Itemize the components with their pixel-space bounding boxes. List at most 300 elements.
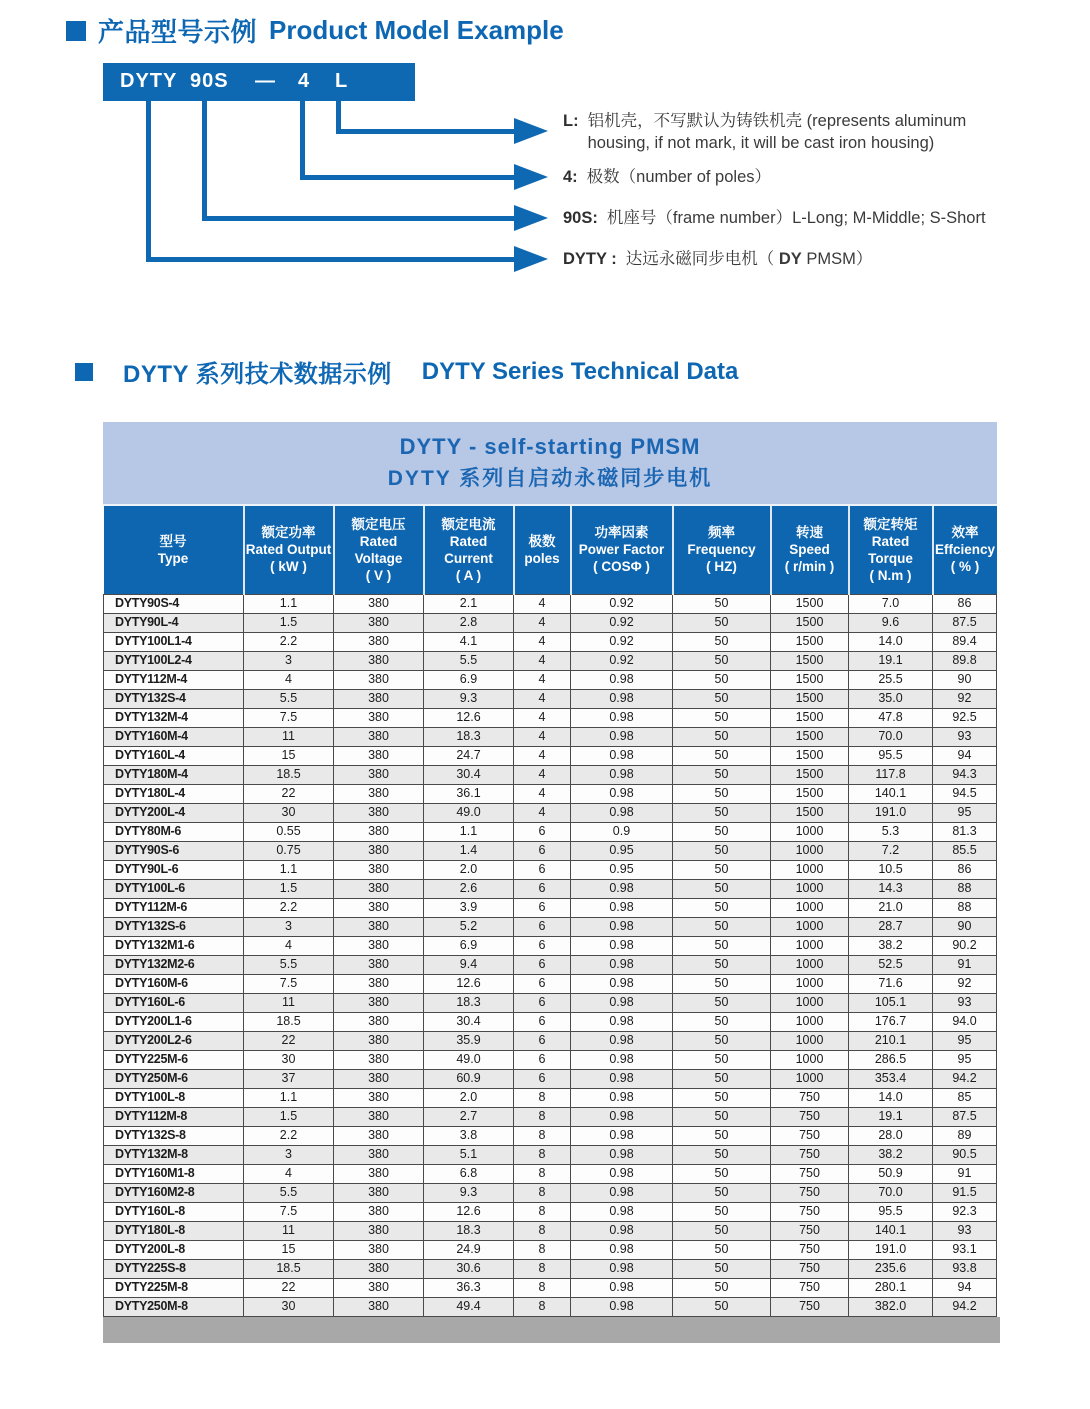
table-cell: 24.9 — [424, 1240, 514, 1259]
table-cell: 93 — [933, 1221, 997, 1240]
model-token-dash: — — [255, 70, 276, 92]
table-cell: DYTY80M-6 — [104, 822, 244, 841]
table-cell: 750 — [771, 1259, 849, 1278]
table-cell: 380 — [334, 1240, 424, 1259]
table-cell: 1.5 — [244, 1107, 334, 1126]
table-cell: 0.92 — [571, 651, 673, 670]
table-cell: 95.5 — [849, 746, 933, 765]
table-row — [104, 746, 997, 765]
table-cell: 95 — [933, 1050, 997, 1069]
table-cell: 0.75 — [244, 841, 334, 860]
table-row — [104, 1069, 997, 1088]
table-cell: 50.9 — [849, 1164, 933, 1183]
table-cell: DYTY100L2-4 — [104, 651, 244, 670]
table-row — [104, 1107, 997, 1126]
table-cell: 95 — [933, 1031, 997, 1050]
table-cell: 3 — [244, 917, 334, 936]
table-cell: 92.5 — [933, 708, 997, 727]
table-cell: 0.98 — [571, 993, 673, 1012]
table-cell: 1000 — [771, 1050, 849, 1069]
table-cell: 235.6 — [849, 1259, 933, 1278]
table-cell: DYTY250M-8 — [104, 1297, 244, 1316]
table-cell: 6 — [514, 1031, 571, 1050]
table-cell: 1500 — [771, 727, 849, 746]
table-cell: 4 — [514, 670, 571, 689]
table-cell: 1500 — [771, 803, 849, 822]
table-cell: 9.3 — [424, 1183, 514, 1202]
table-cell: 750 — [771, 1088, 849, 1107]
table-cell: 6 — [514, 917, 571, 936]
table-cell: 380 — [334, 898, 424, 917]
table-cell: 50 — [673, 670, 771, 689]
table-cell: 70.0 — [849, 1183, 933, 1202]
section1-title-zh: 产品型号示例 — [98, 17, 258, 47]
column-header: 额定电流 Rated Current ( A ) — [424, 506, 514, 594]
table-cell: 0.98 — [571, 1297, 673, 1316]
table-cell: 2.0 — [424, 1088, 514, 1107]
table-cell: DYTY225M-6 — [104, 1050, 244, 1069]
table-cell: 4 — [244, 670, 334, 689]
table-cell: DYTY225M-8 — [104, 1278, 244, 1297]
table-cell: 86 — [933, 860, 997, 879]
table-cell: 0.92 — [571, 594, 673, 613]
table-cell: 91.5 — [933, 1183, 997, 1202]
table-cell: 4 — [514, 594, 571, 613]
table-cell: 2.0 — [424, 860, 514, 879]
table-cell: 5.2 — [424, 917, 514, 936]
table-cell: 750 — [771, 1202, 849, 1221]
table-cell: 52.5 — [849, 955, 933, 974]
connector-vline-dyty — [146, 100, 151, 262]
table-cell: 210.1 — [849, 1031, 933, 1050]
table-cell: 0.98 — [571, 803, 673, 822]
annotation-poles — [563, 166, 771, 188]
table-cell: 6 — [514, 860, 571, 879]
table-cell: 10.5 — [849, 860, 933, 879]
table-cell: 4 — [514, 765, 571, 784]
table-cell: 2.2 — [244, 898, 334, 917]
table-cell: DYTY132M1-6 — [104, 936, 244, 955]
table-cell: 95 — [933, 803, 997, 822]
annotation-text-line2: housing, if not mark, it will be cast iron housing) — [587, 134, 935, 152]
table-cell: 50 — [673, 1107, 771, 1126]
table-cell: 94.5 — [933, 784, 997, 803]
table-cell: 0.98 — [571, 1259, 673, 1278]
annotation-label: 4: — [563, 168, 578, 186]
table-cell: 0.55 — [244, 822, 334, 841]
table-cell: DYTY160M1-8 — [104, 1164, 244, 1183]
table-cell: 8 — [514, 1202, 571, 1221]
table-cell: DYTY132M2-6 — [104, 955, 244, 974]
table-cell: DYTY180M-4 — [104, 765, 244, 784]
table-cell: 380 — [334, 689, 424, 708]
table-row — [104, 670, 997, 689]
table-cell: 1000 — [771, 1031, 849, 1050]
table-cell: 8 — [514, 1259, 571, 1278]
table-cell: 6 — [514, 822, 571, 841]
table-cell: 380 — [334, 860, 424, 879]
table-cell: 50 — [673, 708, 771, 727]
table-cell: 191.0 — [849, 803, 933, 822]
table-cell: 3 — [244, 1145, 334, 1164]
table-row — [104, 651, 997, 670]
table-cell: 380 — [334, 1297, 424, 1316]
table-cell: 1.5 — [244, 879, 334, 898]
table-cell: 2.7 — [424, 1107, 514, 1126]
table-cell: 50 — [673, 1240, 771, 1259]
table-cell: DYTY112M-4 — [104, 670, 244, 689]
table-cell: 22 — [244, 784, 334, 803]
table-cell: 1000 — [771, 1069, 849, 1088]
table-cell: 4 — [244, 1164, 334, 1183]
table-cell: 380 — [334, 936, 424, 955]
column-header: 极数 poles — [514, 506, 571, 594]
table-cell: 50 — [673, 936, 771, 955]
table-cell: 1000 — [771, 917, 849, 936]
table-cell: 9.3 — [424, 689, 514, 708]
table-row — [104, 803, 997, 822]
table-cell: 0.98 — [571, 1069, 673, 1088]
table-cell: 6 — [514, 841, 571, 860]
table-row — [104, 917, 997, 936]
table-cell: 50 — [673, 1202, 771, 1221]
table-cell: DYTY132M-4 — [104, 708, 244, 727]
table-cell: 7.5 — [244, 1202, 334, 1221]
section1-heading — [66, 12, 564, 49]
table-row — [104, 936, 997, 955]
table-row — [104, 632, 997, 651]
table-cell: 0.98 — [571, 936, 673, 955]
table-cell: 6 — [514, 879, 571, 898]
table-cell: 750 — [771, 1240, 849, 1259]
table-cell: 22 — [244, 1278, 334, 1297]
table-cell: 380 — [334, 1183, 424, 1202]
table-cell: 8 — [514, 1164, 571, 1183]
table-cell: 1.1 — [244, 594, 334, 613]
table-cell: 380 — [334, 822, 424, 841]
arrow-right-icon — [514, 246, 548, 272]
table-cell: DYTY100L1-4 — [104, 632, 244, 651]
table-cell: 14.0 — [849, 1088, 933, 1107]
table-cell: 380 — [334, 784, 424, 803]
table-cell: 191.0 — [849, 1240, 933, 1259]
table-row — [104, 594, 997, 613]
table-cell: 50 — [673, 1088, 771, 1107]
table-cell: 750 — [771, 1278, 849, 1297]
table-cell: 6 — [514, 993, 571, 1012]
table-row — [104, 1259, 997, 1278]
table-cell: 21.0 — [849, 898, 933, 917]
table-cell: 1000 — [771, 860, 849, 879]
table-cell: 0.9 — [571, 822, 673, 841]
arrow-right-icon — [514, 205, 548, 231]
table-cell: 93 — [933, 727, 997, 746]
table-cell: 6.8 — [424, 1164, 514, 1183]
table-cell: 380 — [334, 1164, 424, 1183]
table-cell: 8 — [514, 1278, 571, 1297]
table-cell: 0.98 — [571, 1107, 673, 1126]
table-row — [104, 784, 997, 803]
connector-hline-l — [336, 129, 516, 134]
table-cell: 0.98 — [571, 784, 673, 803]
table-cell: 88 — [933, 879, 997, 898]
table-cell: 50 — [673, 1050, 771, 1069]
table-cell: 50 — [673, 822, 771, 841]
table-cell: 0.98 — [571, 1164, 673, 1183]
table-cell: 0.92 — [571, 613, 673, 632]
table-cell: 28.0 — [849, 1126, 933, 1145]
table-cell: DYTY200L-8 — [104, 1240, 244, 1259]
table-cell: 50 — [673, 917, 771, 936]
table-cell: 9.6 — [849, 613, 933, 632]
table-cell: 380 — [334, 917, 424, 936]
table-cell: 89 — [933, 1126, 997, 1145]
table-cell: 50 — [673, 841, 771, 860]
table-cell: 6 — [514, 936, 571, 955]
table-cell: 4 — [514, 784, 571, 803]
table-cell: 12.6 — [424, 708, 514, 727]
annotation-text-line1: 铝机壳，不写默认为铸铁机壳 (represents aluminum — [587, 112, 967, 130]
table-cell: DYTY180L-4 — [104, 784, 244, 803]
table-cell: 30 — [244, 1297, 334, 1316]
table-cell: 1.1 — [424, 822, 514, 841]
model-number-box — [103, 63, 415, 101]
table-cell: 50 — [673, 651, 771, 670]
table-cell: 380 — [334, 955, 424, 974]
table-cell: 380 — [334, 993, 424, 1012]
table-row — [104, 1297, 997, 1316]
table-cell: 4 — [514, 632, 571, 651]
column-header: 额定电压 Rated Voltage ( V ) — [334, 506, 424, 594]
connector-hline-dyty — [146, 257, 516, 262]
table-cell: 8 — [514, 1183, 571, 1202]
column-header: 功率因素 Power Factor ( COSΦ ) — [571, 506, 673, 594]
table-row — [104, 955, 997, 974]
column-header: 型号 Type — [104, 506, 244, 594]
table-cell: 25.5 — [849, 670, 933, 689]
model-token-series: DYTY — [120, 70, 178, 92]
table-cell: 2.1 — [424, 594, 514, 613]
table-cell: 94.2 — [933, 1069, 997, 1088]
table-cell: 37 — [244, 1069, 334, 1088]
table-cell: 91 — [933, 955, 997, 974]
table-row — [104, 822, 997, 841]
table-cell: 380 — [334, 727, 424, 746]
table-cell: 92 — [933, 974, 997, 993]
table-cell: 5.5 — [244, 689, 334, 708]
table-row — [104, 1240, 997, 1259]
table-title-band — [103, 422, 997, 506]
table-cell: 90 — [933, 917, 997, 936]
table-cell: 5.1 — [424, 1145, 514, 1164]
table-cell: 0.98 — [571, 1088, 673, 1107]
table-cell: DYTY200L1-6 — [104, 1012, 244, 1031]
table-cell: 1.4 — [424, 841, 514, 860]
table-cell: 1000 — [771, 974, 849, 993]
table-cell: DYTY200L-4 — [104, 803, 244, 822]
table-row — [104, 1278, 997, 1297]
table-cell: 1000 — [771, 879, 849, 898]
table-row — [104, 765, 997, 784]
table-cell: 4 — [514, 708, 571, 727]
table-cell: 0.98 — [571, 765, 673, 784]
table-cell: 4 — [514, 613, 571, 632]
table-cell: 6 — [514, 1069, 571, 1088]
table-cell: 50 — [673, 613, 771, 632]
table-row — [104, 613, 997, 632]
section2-title-zh: DYTY 系列技术数据示例 — [123, 361, 392, 388]
annotation-housing — [563, 110, 966, 154]
table-cell: 1500 — [771, 651, 849, 670]
table-cell: 6 — [514, 898, 571, 917]
table-cell: 18.5 — [244, 1012, 334, 1031]
table-cell: 3 — [244, 651, 334, 670]
table-cell: 750 — [771, 1126, 849, 1145]
table-cell: 1500 — [771, 765, 849, 784]
table-row — [104, 1031, 997, 1050]
table-cell: 11 — [244, 1221, 334, 1240]
table-row — [104, 1145, 997, 1164]
table-cell: 50 — [673, 632, 771, 651]
table-cell: 286.5 — [849, 1050, 933, 1069]
table-cell: 0.98 — [571, 1221, 673, 1240]
table-cell: 50 — [673, 1012, 771, 1031]
table-cell: 38.2 — [849, 1145, 933, 1164]
table-cell: 8 — [514, 1145, 571, 1164]
table-cell: 4 — [514, 689, 571, 708]
table-cell: 6 — [514, 1012, 571, 1031]
table-cell: 0.98 — [571, 746, 673, 765]
table-cell: 0.98 — [571, 974, 673, 993]
connector-vline-4 — [300, 100, 305, 180]
table-row — [104, 1012, 997, 1031]
model-token-housing: L — [335, 70, 349, 92]
table-cell: 50 — [673, 784, 771, 803]
table-cell: 8 — [514, 1126, 571, 1145]
column-header: 转速 Speed ( r/min ) — [771, 506, 849, 594]
table-cell: 380 — [334, 1069, 424, 1088]
table-cell: 36.3 — [424, 1278, 514, 1297]
table-cell: 94 — [933, 1278, 997, 1297]
table-cell: 0.98 — [571, 1126, 673, 1145]
table-cell: DYTY160M-6 — [104, 974, 244, 993]
table-cell: 49.0 — [424, 803, 514, 822]
table-cell: 8 — [514, 1297, 571, 1316]
table-cell: 50 — [673, 803, 771, 822]
table-cell: 14.0 — [849, 632, 933, 651]
connector-hline-4 — [300, 175, 516, 180]
table-cell: 6 — [514, 974, 571, 993]
table-cell: 4 — [514, 803, 571, 822]
table-cell: 0.98 — [571, 955, 673, 974]
table-cell: 18.3 — [424, 1221, 514, 1240]
column-header: 频率 Frequency ( HZ) — [673, 506, 771, 594]
table-cell: 380 — [334, 1259, 424, 1278]
table-cell: 87.5 — [933, 1107, 997, 1126]
table-cell: 81.3 — [933, 822, 997, 841]
bullet-square-icon — [75, 363, 93, 381]
table-cell: 0.98 — [571, 1202, 673, 1221]
table-row — [104, 841, 997, 860]
table-cell: 95.5 — [849, 1202, 933, 1221]
table-cell: 50 — [673, 1221, 771, 1240]
table-cell: 4 — [514, 651, 571, 670]
model-token-frame: 90S — [190, 70, 229, 92]
table-cell: 92 — [933, 689, 997, 708]
table-cell: 0.98 — [571, 917, 673, 936]
table-cell: DYTY132S-6 — [104, 917, 244, 936]
section2-heading — [75, 354, 738, 389]
table-cell: DYTY90S-4 — [104, 594, 244, 613]
annotation-frame — [563, 207, 986, 229]
table-cell: 5.5 — [244, 955, 334, 974]
table-cell: 22 — [244, 1031, 334, 1050]
table-cell: 89.4 — [933, 632, 997, 651]
table-cell: 93.8 — [933, 1259, 997, 1278]
table-cell: 35.9 — [424, 1031, 514, 1050]
arrow-right-icon — [514, 164, 548, 190]
table-cell: 380 — [334, 1202, 424, 1221]
table-cell: 105.1 — [849, 993, 933, 1012]
table-cell: 30.4 — [424, 1012, 514, 1031]
table-cell: 50 — [673, 974, 771, 993]
arrow-right-icon — [514, 118, 548, 144]
table-cell: 7.2 — [849, 841, 933, 860]
table-cell: 90.2 — [933, 936, 997, 955]
table-cell: 5.5 — [424, 651, 514, 670]
table-cell: 50 — [673, 879, 771, 898]
table-cell: 15 — [244, 746, 334, 765]
connector-vline-90s — [202, 100, 207, 221]
table-cell: 49.0 — [424, 1050, 514, 1069]
column-header: 额定功率 Rated Output ( kW ) — [244, 506, 334, 594]
table-cell: 50 — [673, 1183, 771, 1202]
bullet-square-icon — [66, 21, 86, 41]
table-row — [104, 898, 997, 917]
table-cell: DYTY100L-8 — [104, 1088, 244, 1107]
table-cell: 71.6 — [849, 974, 933, 993]
table-cell: 0.95 — [571, 860, 673, 879]
table-cell: 0.98 — [571, 1183, 673, 1202]
table-cell: 176.7 — [849, 1012, 933, 1031]
table-cell: 1000 — [771, 993, 849, 1012]
table-cell: 2.2 — [244, 632, 334, 651]
table-cell: 380 — [334, 765, 424, 784]
table-cell: 94.3 — [933, 765, 997, 784]
table-cell: 50 — [673, 594, 771, 613]
annotation-series — [563, 248, 872, 270]
table-cell: 86 — [933, 594, 997, 613]
table-cell: 1500 — [771, 670, 849, 689]
technical-data-table — [103, 506, 997, 1317]
table-cell: 70.0 — [849, 727, 933, 746]
table-cell: 8 — [514, 1107, 571, 1126]
table-row — [104, 708, 997, 727]
table-header — [104, 506, 997, 594]
table-cell: 0.98 — [571, 1278, 673, 1297]
table-cell: 50 — [673, 1031, 771, 1050]
table-cell: 4 — [514, 746, 571, 765]
table-row — [104, 727, 997, 746]
annotation-text: 机座号（frame number）L-Long; M-Middle; S-Short — [606, 209, 986, 227]
table-cell: 380 — [334, 746, 424, 765]
table-cell: 1500 — [771, 613, 849, 632]
table-row — [104, 1088, 997, 1107]
table-cell: 380 — [334, 670, 424, 689]
table-row — [104, 1202, 997, 1221]
table-cell: DYTY200L2-6 — [104, 1031, 244, 1050]
table-cell: 91 — [933, 1164, 997, 1183]
